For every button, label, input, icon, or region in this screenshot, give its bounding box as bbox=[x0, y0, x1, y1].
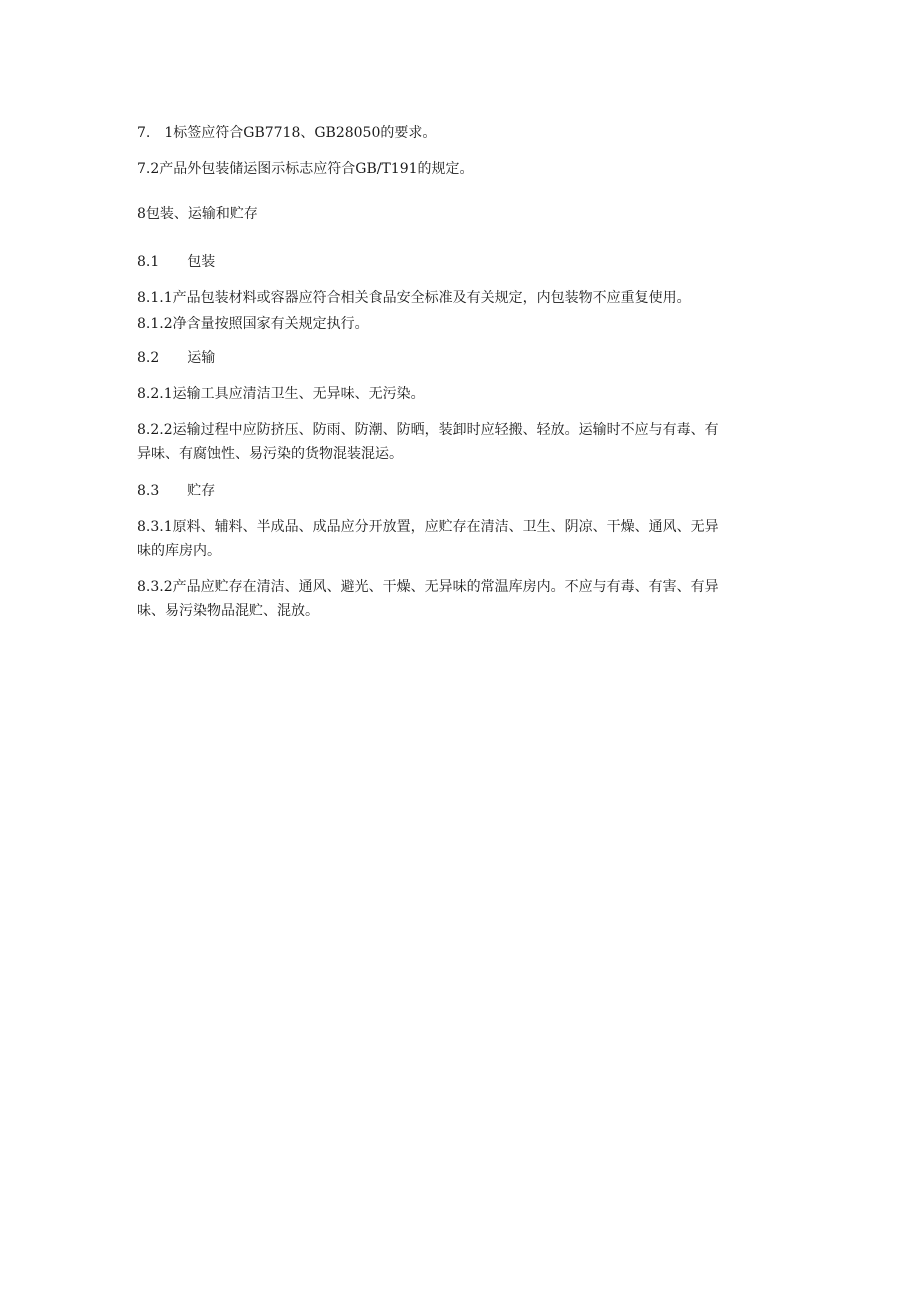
subsection-heading-8-1 bbox=[137, 250, 785, 274]
text-line: 味、易污染物品混贮、混放。 bbox=[137, 603, 319, 619]
text-line: 8.1.2净含量按照国家有关规定执行。 bbox=[137, 316, 369, 332]
text-line: 8包装、运输和贮存 bbox=[137, 206, 258, 222]
text-line: 7. 1标签应符合GB7718、GB28050的要求。 bbox=[137, 125, 437, 141]
text-line: 8.2.1运输工具应清洁卫生、无异味、无污染。 bbox=[137, 386, 425, 402]
text-line: 8.2 运输 bbox=[137, 350, 216, 366]
subsection-heading-8-3 bbox=[137, 479, 785, 503]
clause-7-2 bbox=[137, 157, 785, 181]
clause-8-3-2 bbox=[137, 575, 785, 623]
clause-8-1-2 bbox=[137, 312, 785, 336]
clause-8-2-1 bbox=[137, 382, 785, 406]
text-line: 异味、有腐蚀性、易污染的货物混装混运。 bbox=[137, 446, 403, 462]
clause-8-1-1 bbox=[137, 286, 785, 310]
text-line: 8.3.1原料、辅料、半成品、成品应分开放置，应贮存在清洁、卫生、阴凉、干燥、通风、无异 bbox=[137, 519, 719, 535]
text-line: 味的库房内。 bbox=[137, 543, 221, 559]
clause-8-3-1 bbox=[137, 515, 785, 563]
subsection-heading-8-2 bbox=[137, 346, 785, 370]
section-heading-8 bbox=[137, 202, 785, 226]
text-line: 8.3.2产品应贮存在清洁、通风、避光、干燥、无异味的常温库房内。不应与有毒、有害、有异 bbox=[137, 579, 719, 595]
clause-8-2-2 bbox=[137, 418, 785, 466]
clause-7-1 bbox=[137, 121, 785, 145]
text-line: 8.1.1产品包装材料或容器应符合相关食品安全标准及有关规定，内包装物不应重复使用。 bbox=[137, 290, 691, 306]
text-line: 8.3 贮存 bbox=[137, 483, 216, 499]
text-line: 8.2.2运输过程中应防挤压、防雨、防潮、防晒，装卸时应轻搬、轻放。运输时不应与有毒、有 bbox=[137, 422, 719, 438]
text-line: 7.2产品外包装储运图示标志应符合GB/T191的规定。 bbox=[137, 161, 474, 177]
text-line: 8.1 包装 bbox=[137, 254, 216, 270]
